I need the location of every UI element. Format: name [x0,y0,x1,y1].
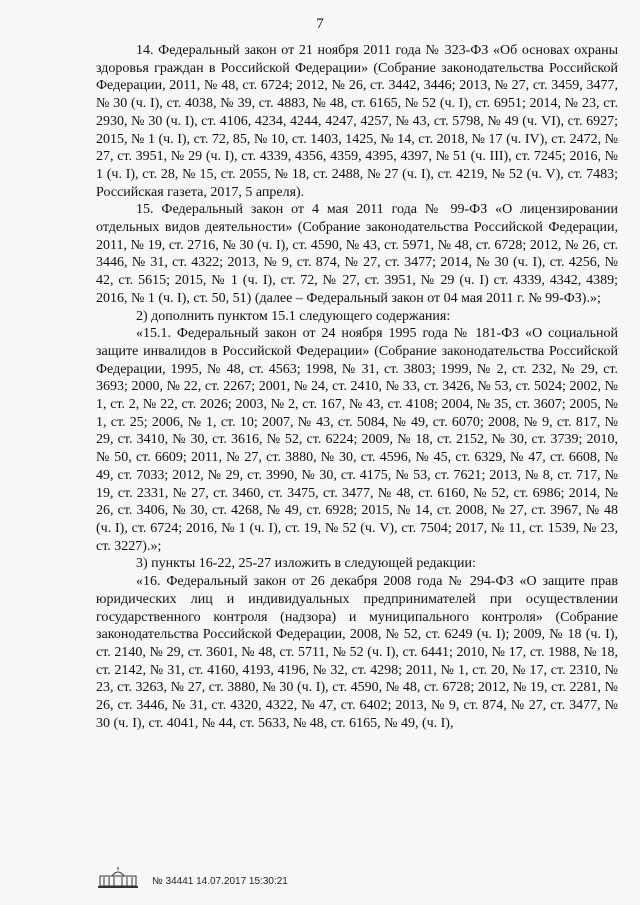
document-registration-id: № 34441 14.07.2017 15:30:21 [152,876,288,887]
paragraph-law-16: «16. Федеральный закон от 26 декабря 2008 года № 294-ФЗ «О защите прав юридических лиц и индивидуальных предпринимателей при осуществлении государственного контроля (надзора) и муниципального контроля» (Собрание законодательства Российской Федерации, 2008, № 52, ст. 6249 (ч. I); 2009, № 18 (ч. I), ст. 2140, № 29, ст. 3601, № 48, ст. 5711, № 52 (ч. I), ст. 6441; 2010, № 17, ст. 1988, № 18, ст. 2142, № 31, ст. 4160, 4193, 4196, № 32, ст. 4298; 2011, № 1, ст. 20, № 17, ст. 2310, № 23, ст. 3263, № 27, ст. 3880, № 30 (ч. I), ст. 4590, № 48, ст. 6728; 2012, № 19, ст. 2281, № 26, ст. 3446, № 31, ст. 4320, 4322, № 47, ст. 6402; 2013, № 9, ст. 874, № 27, ст. 3477, № 30 (ч. I), ст. 4041, № 44, ст. 5633, № 48, ст. 6165, № 49, (ч. I), [96,574,618,731]
paragraph-law-14: 14. Федеральный закон от 21 ноября 2011 года № 323-ФЗ «Об основах охраны здоровья граждан в Российской Федерации» (Собрание законодательства Российской Федерации, 2011, № 48, ст. 6724; 2012, № 26, ст. 3442, 3446; 2013, № 27, ст. 3459, 3477, № 30 (ч. I), ст. 4038, № 39, ст. 4883, № 48, ст. 6165, № 52 (ч. I), ст. 6951; 2014, № 23, ст. 2930, № 30 (ч. I), ст. 4106, 4234, 4244, 4247, 4257, № 43, ст. 5798, № 49 (ч. VI), ст. 6927; 2015, № 1 (ч. I), ст. 72, 85, № 10, ст. 1403, 1425, № 14, ст. 2018, № 17 (ч. IV), ст. 2472, № 27, ст. 3951, № 29 (ч. I), ст. 4339, 4356, 4359, 4395, 4397, № 51 (ч. III), ст. 7245; 2016, № 1 (ч. I), ст. 28, № 15, ст. 2055, № 18, ст. 2488, № 27 (ч. I), ст. 4219, № 52 (ч. V), ст. 7483; Российская газета, 2017, 5 апреля). [96,43,618,200]
page-number: 7 [316,16,324,32]
duma-building-icon [96,866,140,890]
paragraph-law-15-1: «15.1. Федеральный закон от 24 ноября 1995 года № 181-ФЗ «О социальной защите инвалидов в Российской Федерации» (Собрание законодательства Российской Федерации, 1995, № 48, ст. 4563; 1998, № 31, ст. 3803; 1999, № 2, ст. 232, № 29, ст. 3693; 2000, № 22, ст. 2267; 2001, № 24, ст. 2410, № 33, ст. 3426, № 53, ст. 5024; 2002, № 1, ст. 2, № 22, ст. 2026; 2003, № 2, ст. 167, № 43, ст. 4108; 2004, № 35, ст. 3607; 2005, № 1, ст. 25; 2006, № 1, ст. 10; 2007, № 43, ст. 5084, № 49, ст. 6070; 2008, № 9, ст. 817, № 29, ст. 3410, № 30, ст. 3616, № 52, ст. 6224; 2009, № 18, ст. 2152, № 30, ст. 3739; 2010, № 50, ст. 6609; 2011, № 27, ст. 3880, № 30, ст. 4596, № 45, ст. 6329, № 47, ст. 6608, № 49, ст. 7033; 2012, № 29, ст. 3990, № 30, ст. 4175, № 53, ст. 7621; 2013, № 8, ст. 717, № 19, ст. 2331, № 27, ст. 3460, ст. 3475, ст. 3477, № 48, ст. 6160, № 52, ст. 6986; 2014, № 26, ст. 3406, № 30, ст. 4268, № 49, ст. 6928; 2015, № 14, ст. 2008, № 27, ст. 3967, № 48 (ч. I), ст. 6724; 2016, № 1 (ч. I), ст. 19, № 52 (ч. V), ст. 7504; 2017, № 11, ст. 1539, № 23, ст. 3227).»; [96,326,618,554]
paragraph-law-15: 15. Федеральный закон от 4 мая 2011 года № 99-ФЗ «О лицензировании отдельных видов деятельности» (Собрание законодательства Российской Федерации, 2011, № 19, ст. 2716, № 30 (ч. I), ст. 4590, № 43, ст. 5971, № 48, ст. 6728; 2012, № 26, ст. 3446, № 31, ст. 4322; 2013, № 9, ст. 874, № 27, ст. 3477; 2014, № 30 (ч. I), ст. 4256, № 42, ст. 5615; 2015, № 1 (ч. I), ст. 72, № 27, ст. 3951, № 29 (ч. I) ст. 4339, 4342, 4389; 2016, № 1 (ч. I), ст. 50, 51) (далее – Федеральный закон от 04 мая 2011 г. № 99-ФЗ).»; [96,202,618,306]
document-body [96,42,618,732]
paragraph-amendment-2: 2) дополнить пунктом 15.1 следующего содержания: [136,308,451,324]
paragraph-amendment-3: 3) пункты 16-22, 25-27 изложить в следующей редакции: [136,556,476,572]
footer [96,866,516,892]
